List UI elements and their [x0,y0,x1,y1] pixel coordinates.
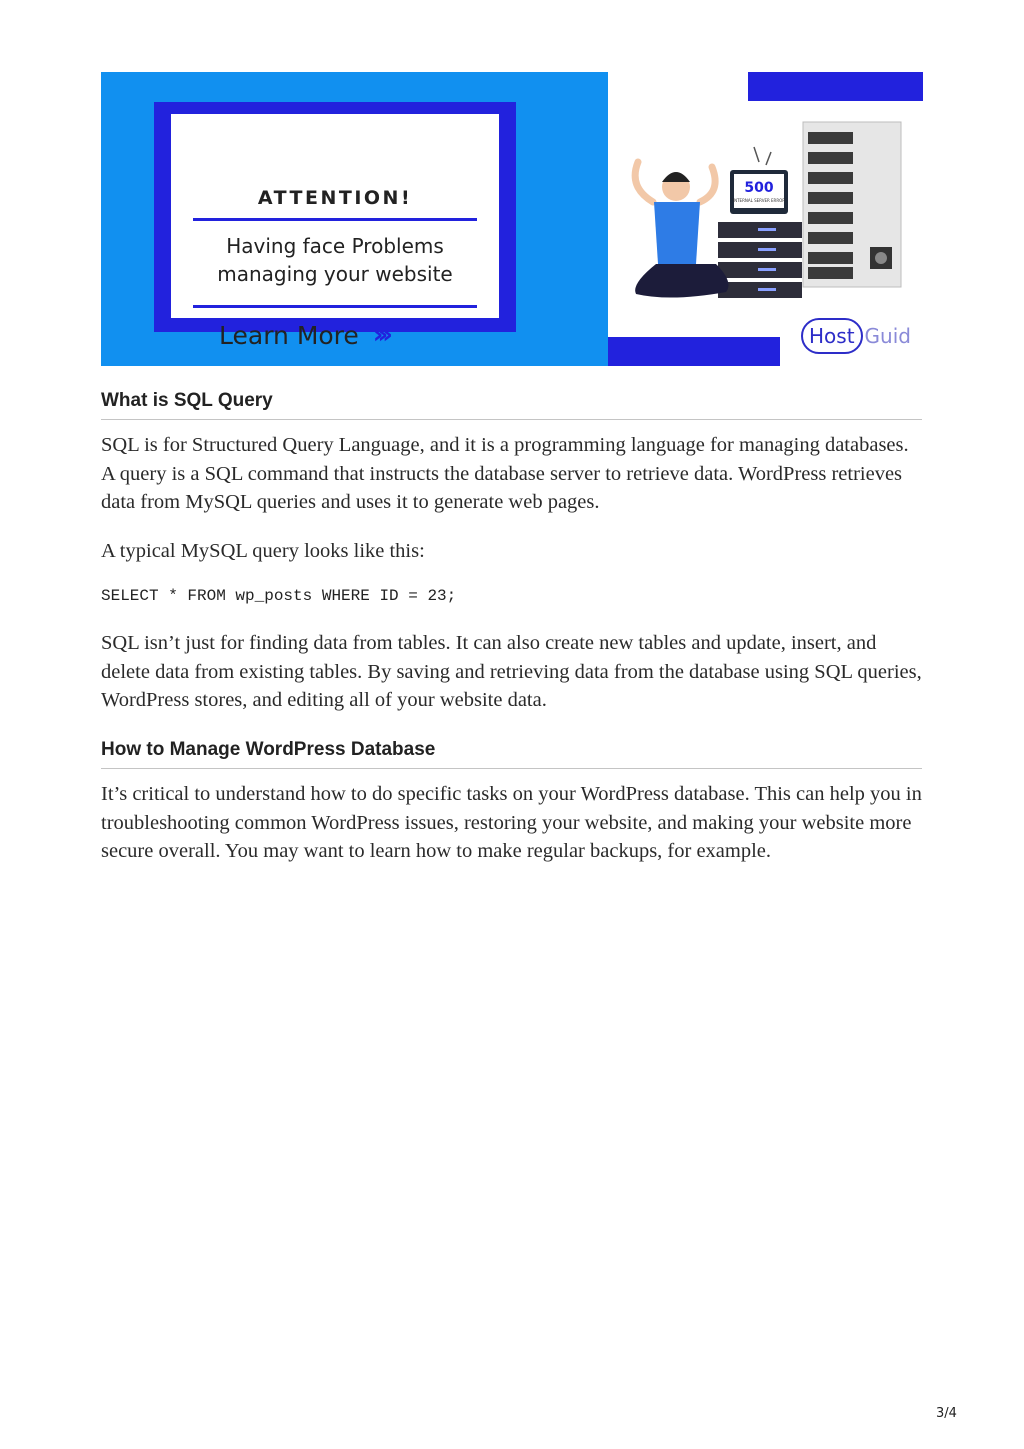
attention-title: ATTENTION! [257,187,413,209]
paragraph-sql-intro: SQL is for Structured Query Language, and it is a programming language for managing databases. A query is a SQL command that instructs the database server to retrieve data. WordPress retrieves data from MySQL queries and uses it to generate web pages. [101,434,909,513]
logo-guid-text: Guid [864,324,911,348]
stressed-person-icon [635,162,728,298]
learn-more-label: Learn More [219,320,359,350]
sql-code-sample: SELECT * FROM wp_posts WHERE ID = 23; [101,587,457,605]
paragraph-typical-query: A typical MySQL query looks like this: [101,540,425,562]
attention-card [171,114,499,350]
card-divider [193,218,477,221]
hostguid-logo[interactable] [801,318,911,354]
message-line-2: managing your website [217,262,453,286]
promo-banner[interactable] [101,72,923,366]
error-description-text: INTERNAL SERVER ERROR [732,198,786,203]
learn-more-button[interactable] [219,320,387,350]
attention-message [171,232,499,288]
message-line-1: Having face Problems [226,234,444,258]
section-heading-manage-database: How to Manage WordPress Database [101,739,922,769]
chevron-right-icon: ››› [372,320,387,350]
section-heading-sql-query: What is SQL Query [101,390,922,420]
page-number: 3/4 [936,1406,957,1421]
error-code-text: 500 [744,180,774,196]
paragraph-manage-database: It’s critical to understand how to do specific tasks on your WordPress database. This can help you in troubleshooting common WordPress issues, restoring your website, and making your website more secure overall. You may want to learn how to make regular backups, for example. [101,783,922,862]
logo-host-text: Host [801,318,863,354]
paragraph-sql-capabilities: SQL isn’t just for finding data from tables. It can also create new tables and update, insert, and delete data from existing tables. By saving and retrieving data from the database using SQL queries, WordPress stores, and editing all of your website data. [101,632,922,711]
card-divider [193,305,477,308]
